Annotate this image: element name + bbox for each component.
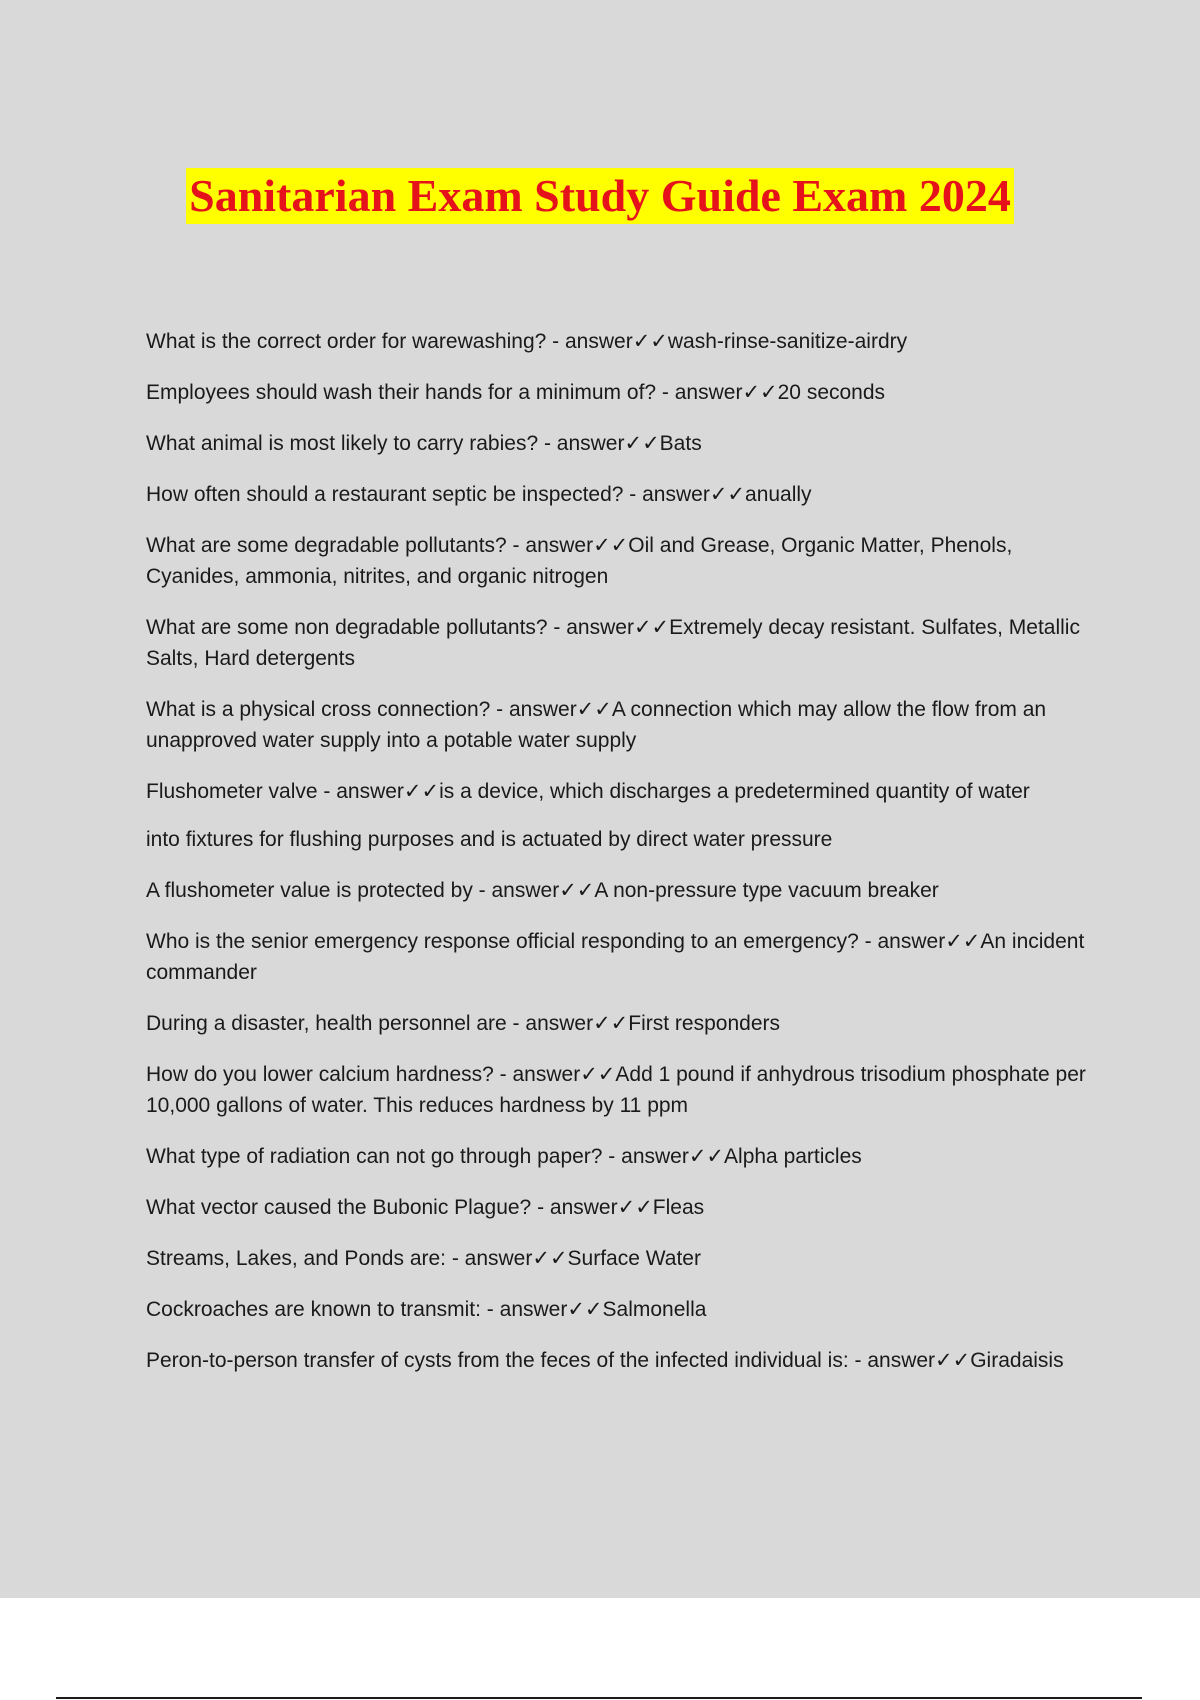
qa-item: What are some non degradable pollutants? - answer✓✓Extremely decay resistant. Sulfates, Metallic Salts, Hard detergents: [146, 616, 1080, 670]
title-wrap: [0, 168, 1200, 224]
qa-item: What type of radiation can not go through paper? - answer✓✓Alpha particles: [146, 1145, 862, 1168]
qa-item: What vector caused the Bubonic Plague? - answer✓✓Fleas: [146, 1196, 705, 1219]
qa-item: What is the correct order for warewashing? - answer✓✓wash-rinse-sanitize-airdry: [146, 330, 908, 353]
qa-item: Cockroaches are known to transmit: - answer✓✓Salmonella: [146, 1298, 707, 1321]
qa-item: A flushometer value is protected by - answer✓✓A non-pressure type vacuum breaker: [146, 879, 939, 902]
page-title: Sanitarian Exam Study Guide Exam 2024: [186, 168, 1014, 224]
qa-item: What animal is most likely to carry rabies? - answer✓✓Bats: [146, 432, 702, 455]
qa-item: Who is the senior emergency response official responding to an emergency? - answer✓✓An incident commander: [146, 930, 1085, 984]
qa-item: What are some degradable pollutants? - answer✓✓Oil and Grease, Organic Matter, Phenols, Cyanides, ammonia, nitrites, and organic nitrogen: [146, 534, 1013, 588]
qa-item-continuation: into fixtures for flushing purposes and is actuated by direct water pressure: [146, 828, 833, 851]
qa-item: Peron-to-person transfer of cysts from the feces of the infected individual is: - answer✓✓Giradaisis: [146, 1349, 1064, 1372]
qa-item: Flushometer valve - answer✓✓is a device, which discharges a predetermined quantity of water: [146, 780, 1030, 803]
qa-item: How do you lower calcium hardness? - answer✓✓Add 1 pound if anhydrous trisodium phosphate per 10,000 gallons of water. This reduces hardness by 11 ppm: [146, 1063, 1086, 1117]
footer-divider: [56, 1697, 1142, 1699]
qa-list: [146, 326, 1086, 1396]
qa-item: What is a physical cross connection? - answer✓✓A connection which may allow the flow from an unapproved water supply into a potable water supply: [146, 698, 1047, 752]
qa-item: Streams, Lakes, and Ponds are: - answer✓✓Surface Water: [146, 1247, 701, 1270]
qa-item: How often should a restaurant septic be inspected? - answer✓✓anually: [146, 483, 812, 506]
qa-item: Employees should wash their hands for a minimum of? - answer✓✓20 seconds: [146, 381, 886, 404]
qa-item: During a disaster, health personnel are - answer✓✓First responders: [146, 1012, 780, 1035]
